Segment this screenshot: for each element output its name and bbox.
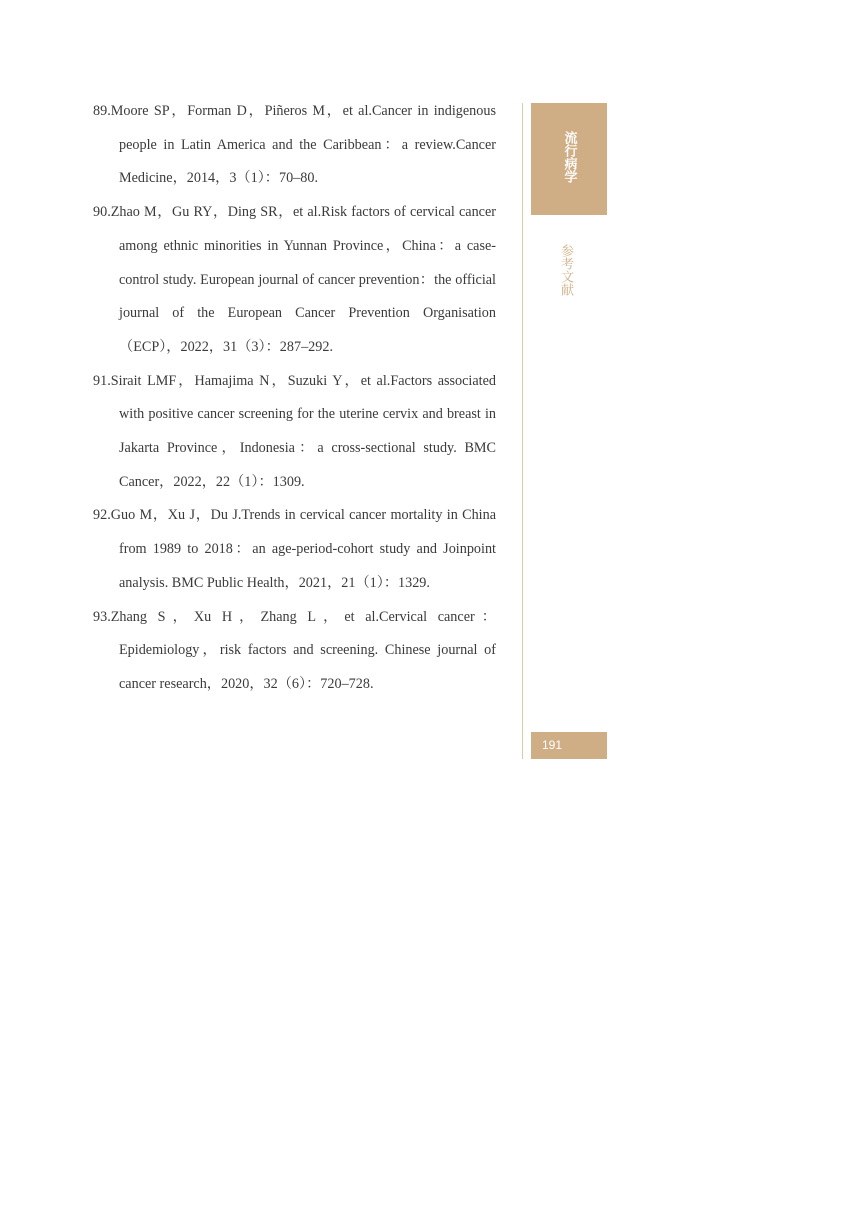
margin-divider <box>522 103 523 759</box>
section-tab <box>531 103 607 215</box>
reference-item: 92.Guo M，Xu J，Du J.Trends in cervical cancer mortality in China from 1989 to 2018：an age-period-cohort study and Joinpoint analysis. BMC Public Health，2021，21（1）：1329. <box>93 507 496 591</box>
reference-list <box>93 95 496 702</box>
section-tab-label: 流行病学 <box>561 131 577 183</box>
subsection-label: 参考文献 <box>558 244 573 296</box>
reference-item: 93.Zhang S，Xu H，Zhang L，et al.Cervical cancer：Epidemiology，risk factors and screening. Chinese journal of cancer research，2020，32（6）：720–728. <box>93 608 496 692</box>
reference-item: 91.Sirait LMF，Hamajima N，Suzuki Y，et al.Factors associated with positive cancer screening for the uterine cervix and breast in Jakarta Province，Indonesia：a cross-sectional study. BMC Cancer，2022，22（1）：1309. <box>93 372 496 490</box>
reference-item: 90.Zhao M，Gu RY，Ding SR，et al.Risk factors of cervical cancer among ethnic minorities in Yunnan Province，China：a case-control study. European journal of cancer prevention：the official journal of the European Cancer Prevention Organisation（ECP），2022，31（3）：287–292. <box>93 204 496 355</box>
reference-item: 89.Moore SP，Forman D，Piñeros M，et al.Cancer in indigenous people in Latin America and the Caribbean：a review.Cancer Medicine，2014，3（1）：70–80. <box>93 103 496 187</box>
page-number: 191 <box>531 732 607 759</box>
